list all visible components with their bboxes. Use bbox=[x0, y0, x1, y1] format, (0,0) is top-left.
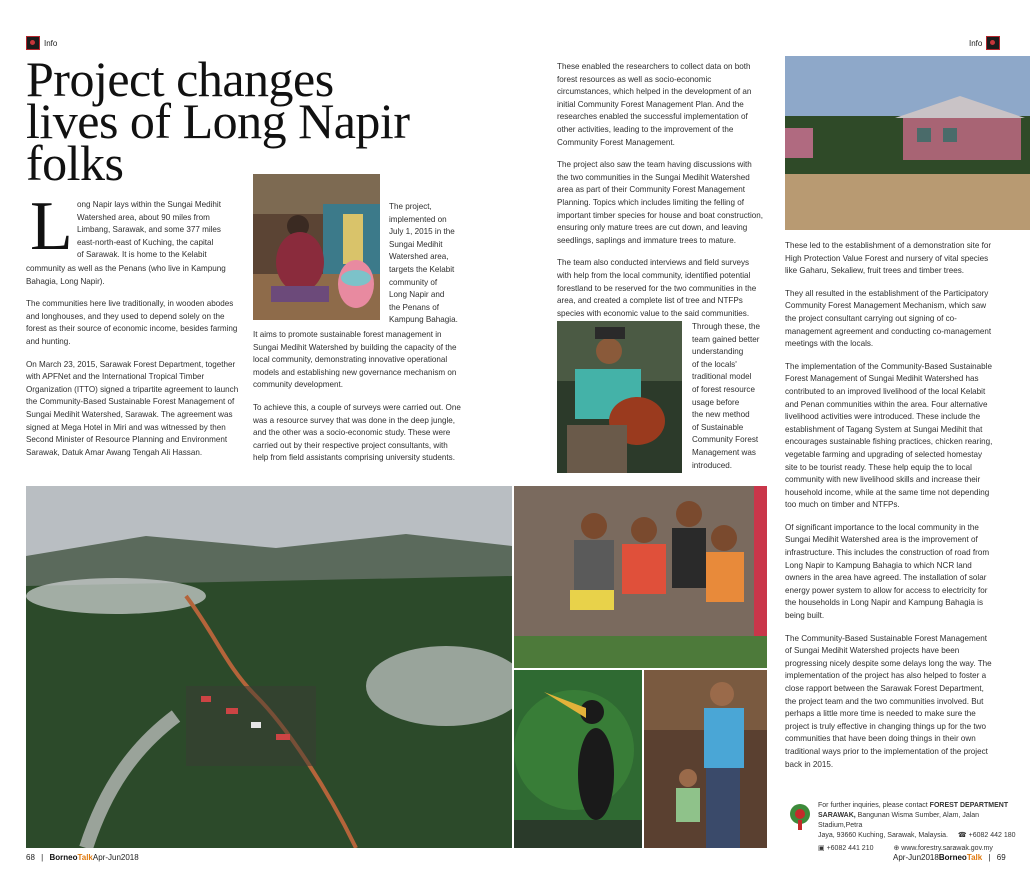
column-1 bbox=[26, 263, 244, 469]
aerial-village-photo bbox=[26, 486, 512, 848]
issue-date: Apr-Jun2018 bbox=[92, 853, 139, 862]
issue-date: Apr-Jun2018 bbox=[893, 853, 939, 862]
children-photo bbox=[514, 486, 767, 668]
forest-department-logo-icon bbox=[785, 802, 815, 832]
weaving-woman-photo bbox=[253, 174, 380, 320]
column-2-side-text: The project, implemented on July 1, 2015 in the Sungai Medihit Watershed area, targets the Kelabit community of Long Napir and the Penans of Kampung Bahagia. bbox=[389, 202, 458, 325]
paragraph: The communities here live traditionally, in wooden abodes and longhouses, and they used to depend solely on the forest as their source of economic income, besides farming and hunting. bbox=[26, 299, 238, 346]
paragraph: On March 23, 2015, Sarawak Forest Department, together with APFNet and the International Tropical Timber Organization (ITTO) signed a tripartite agreement to launch the Community-Based Sustainable Forest Management of Sungai Medihit Watershed, Sarawak. The agreement was signed at Mega Hotel in Miri and was witnessed by then Second Minister of Resource Planning and Environment Sarawak, Datuk Amar Awang Tengah Ali Hassan. bbox=[26, 359, 239, 457]
paragraph: The implementation of the Community-Based Sustainable Forest Management of Sungai Medihit Watershed has contributed to an improved livelihood of the local Kelabit and Penan communities within the area. Four alternative livelihood activities were introduced. These include the establishment of Tagang System at Sungai Medihit that encourages sustainable fishing practices, chicken rearing, vegetable farming and upgrading of selected homestay site to be tourist ready. These help equip the to local community with new livelihood skills and increase their household income, while at the same time not depending too much on timber and NTFPs. bbox=[785, 361, 993, 510]
section-tag-right bbox=[969, 36, 1000, 50]
paragraph: It aims to promote sustainable forest management in Sungai Medihit Watershed by building the capacity of the local community, demonstrating innovative operational models and establishing new governance mechanism on community development. bbox=[253, 330, 457, 390]
paragraph: community as well as the Penans (who live in Kampung Bahagia, Long Napir). bbox=[26, 264, 226, 286]
longhouse-photo bbox=[785, 56, 1030, 230]
drop-cap: L bbox=[30, 188, 73, 265]
man-with-rooster-photo bbox=[557, 321, 682, 473]
paragraph: The project also saw the team having discussions with the two communities in the Sungai Medihit Watershed area as part of their Community Forest Management Planning. Topics which includes limiting the felling of important timber species for house and boat construction, ensuring only mature trees are cut down, and leaving seedlings, saplings and immature trees to mature. bbox=[557, 160, 764, 245]
column-3 bbox=[557, 61, 765, 330]
magazine-logo-icon bbox=[986, 36, 1000, 50]
magazine-logo-icon bbox=[26, 36, 40, 50]
column-2 bbox=[253, 329, 461, 475]
globe-icon: ⊕ bbox=[893, 845, 900, 852]
section-tag-label: Info bbox=[969, 38, 983, 48]
paragraph: They all resulted in the establishment of the Participatory Community Forest Management Mechanism, which saw the project consultant carrying out signing of co-management agreement and conducting co-management meetings with the locals. bbox=[785, 288, 992, 349]
paragraph: The team also conducted interviews and field surveys with help from the local community, identified potential forestland to be reserved for the two communities in the area, and created a complete list of tree and NTFPs species with economic value to the said communities. bbox=[557, 258, 757, 318]
website-link[interactable]: www.forestry.sarawak.gov.my bbox=[901, 845, 993, 852]
page-number: 68 bbox=[26, 853, 35, 862]
phone-icon: ☎ bbox=[957, 832, 967, 839]
paragraph: To achieve this, a couple of surveys were carried out. One was a resource survey that was done in the deep jungle, and the other was a socio-economic study. These were carried out by their respective project consultants, with help from field assistants comprising university students. bbox=[253, 402, 461, 463]
fax-icon: ▣ bbox=[818, 845, 825, 852]
elderly-woman-child-photo bbox=[644, 670, 767, 848]
paragraph: These enabled the researchers to collect data on both forest resources as well as socio-economic circumstances, which helped in the development of an initial Community Forest Management Plan. And the researches enabled the successful implementation of other activities, leading to the improvement of the Community Forest Management. bbox=[557, 62, 752, 147]
column-4 bbox=[785, 240, 993, 781]
paragraph: Of significant importance to the local community in the Sungai Medihit Watershed area is the improvement of infrastructure. This includes the construction of road from Long Napir to Kampung Bahagia to which NCR land owners in the area have agreed. The installation of solar energy power system to allow for access to electricity for the households in Long Napir and Kampung Bahagia is being built. bbox=[785, 522, 990, 621]
paragraph: The Community-Based Sustainable Forest Management of Sungai Medihit Watershed projects have been progressing nicely despite some delays long the way. The implementation of the project has also helped to foster a close rapport between the Sarawak Forest Department, the project team and the two communities involved. But perhaps a little more time is needed to make sure the project is truly effective in changing things up for the two communities that have been doing things in their own traditional ways prior to the implementation of the project back in 2015. bbox=[785, 633, 992, 769]
article-title: Project changes lives of Long Napir folks bbox=[26, 51, 410, 191]
section-tag-left bbox=[26, 36, 57, 50]
intro-lines: ong Napir lays within the Sungai Medihit Watershed area, about 90 miles from Limbang, Sarawak, and some 377 miles east-north-east of Kuching, the capital of Sarawak. It is home to the Kelabit bbox=[77, 200, 221, 260]
phone-number: +6082 442 180 bbox=[968, 832, 1016, 839]
column-3-side-text: Through these, the team gained better understanding of the locals' traditional model of forest resource usage before the new method of Sustainable Community Forest Management was introduced. bbox=[692, 322, 760, 470]
footer-left: 68 | BorneoTalkApr-Jun2018 bbox=[26, 853, 139, 862]
section-tag-label: Info bbox=[44, 38, 58, 48]
hornbill-photo bbox=[514, 670, 642, 848]
paragraph: These led to the establishment of a demonstration site for High Protection Value Forest and nursery of vital species like Gaharu, Sekaliew, fruit trees and timber trees. bbox=[785, 241, 992, 276]
contact-block: For further inquiries, please contact FOREST DEPARTMENT SARAWAK, Bangunan Wisma Sumber, Alam, Jalan Stadium,Petra Jaya, 93660 Kuching, Sarawak, Malaysia. ☎ +6082 442 180 ▣ +6082 441 210 ⊕ www.forestry.sarawak.gov.my bbox=[818, 802, 1016, 852]
fax-number: +6082 441 210 bbox=[826, 845, 874, 852]
footer-right: Apr-Jun2018BorneoTalk | 69 bbox=[893, 853, 1006, 862]
page-number: 69 bbox=[996, 853, 1006, 862]
